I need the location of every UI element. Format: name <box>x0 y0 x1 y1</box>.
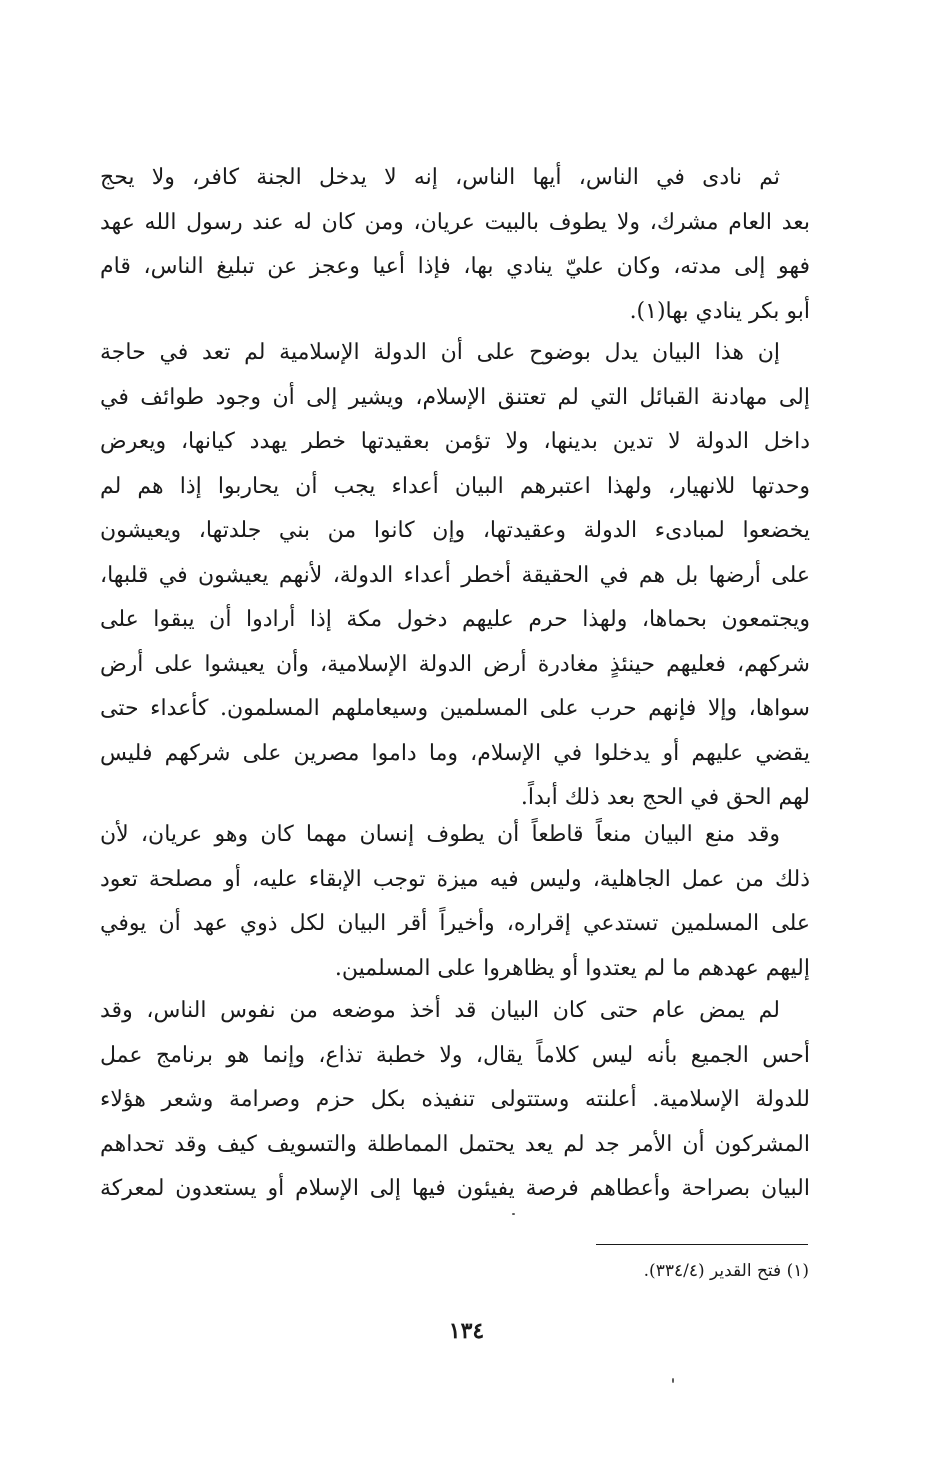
text-line: داخل الدولة لا تدين بدينها، ولا تؤمن بعقيدتها خطر يهدد كيانها، ويعرض <box>100 429 810 454</box>
paragraph-2 <box>100 331 810 821</box>
text-line: لم يمض عام حتى كان البيان قد أخذ موضعه من نفوس الناس، وقد <box>100 998 780 1023</box>
paragraph-4 <box>100 989 810 1212</box>
text-line: بعد العام مشرك، ولا يطوف بالبيت عريان، ومن كان له عند رسول الله عهد <box>100 209 810 235</box>
footnote-divider <box>596 1244 808 1245</box>
text-line: إن هذا البيان يدل بوضوح على أن الدولة الإسلامية لم تعد في حاجة <box>100 340 780 365</box>
text-line: أبو بكر ينادي بها(١). <box>629 298 810 324</box>
text-line: فهو إلى مدته، وكان عليّ ينادي بها، فإذا أعيا وعجز عن تبليغ الناس، قام <box>100 254 810 279</box>
text-line: يخضعوا لمبادىء الدولة وعقيدتها، وإن كانوا من بني جلدتها، ويعيشون <box>100 518 810 543</box>
text-line: أحس الجميع بأنه ليس كلاماً يقال، ولا خطبة تذاع، وإنما هو برنامج عمل <box>100 1042 810 1068</box>
text-line: ويجتمعون بحماها، ولهذا حرم عليهم دخول مكة إذا أرادوا أن يبقوا على <box>100 607 810 632</box>
scan-speck <box>672 1378 674 1383</box>
paragraph-1 <box>100 156 810 334</box>
text-line: على أرضها بل هم في الحقيقة أخطر أعداء الدولة، لأنهم يعيشون في قلبها، <box>100 562 810 588</box>
footnote: (١) فتح القدير (٣٣٤/٤). <box>643 1261 809 1281</box>
text-line: إلى مهادنة القبائل التي لم تعتنق الإسلام، ويشير إلى أن وجود طوائف في <box>100 384 810 410</box>
text-line: وحدتها للانهيار، ولهذا اعتبرهم البيان أعداء يجب أن يحاربوا إذا هم لم <box>100 473 810 499</box>
text-line: شركهم، فعليهم حينئذٍ مغادرة أرض الدولة الإسلامية، وأن يعيشوا على أرض <box>100 651 810 677</box>
text-line: يقضي عليهم أو يدخلوا في الإسلام، وما داموا مصرين على شركهم فليس <box>100 740 810 766</box>
text-line: على المسلمين تستدعي إقراره، وأخيراً أقر البيان لكل ذوي عهد أن يوفي <box>100 911 810 936</box>
text-line: إليهم عهدهم ما لم يعتدوا أو يظاهروا على المسلمين. <box>334 955 810 981</box>
scan-speck <box>512 1213 515 1215</box>
text-line: لهم الحق في الحج بعد ذلك أبداً. <box>520 785 810 810</box>
text-line: البيان بصراحة وأعطاهم فرصة يفيئون فيها إلى الإسلام أو يستعدون لمعركة <box>100 1176 810 1201</box>
text-line: للدولة الإسلامية. أعلنته وستتولى تنفيذه بكل حزم وصرامة وشعر هؤلاء <box>100 1087 810 1112</box>
text-line: وقد منع البيان منعاً قاطعاً أن يطوف إنسان مهما كان وهو عريان، لأن <box>100 822 780 847</box>
text-line: ثم نادى في الناس، أيها الناس، إنه لا يدخل الجنة كافر، ولا يحج <box>100 165 780 190</box>
page-number: ١٣٤ <box>448 1318 485 1344</box>
text-line: ذلك من عمل الجاهلية، وليس فيه ميزة توجب الإبقاء عليه، أو مصلحة تعود <box>100 866 810 892</box>
paragraph-3 <box>100 813 810 991</box>
text-line: المشركون أن الأمر جد لم يعد يحتمل المماطلة والتسويف كيف وقد تحداهم <box>100 1131 810 1157</box>
text-line: سواها، وإلا فإنهم حرب على المسلمين وسيعاملهم المسلمون. كأعداء حتى <box>100 696 810 721</box>
